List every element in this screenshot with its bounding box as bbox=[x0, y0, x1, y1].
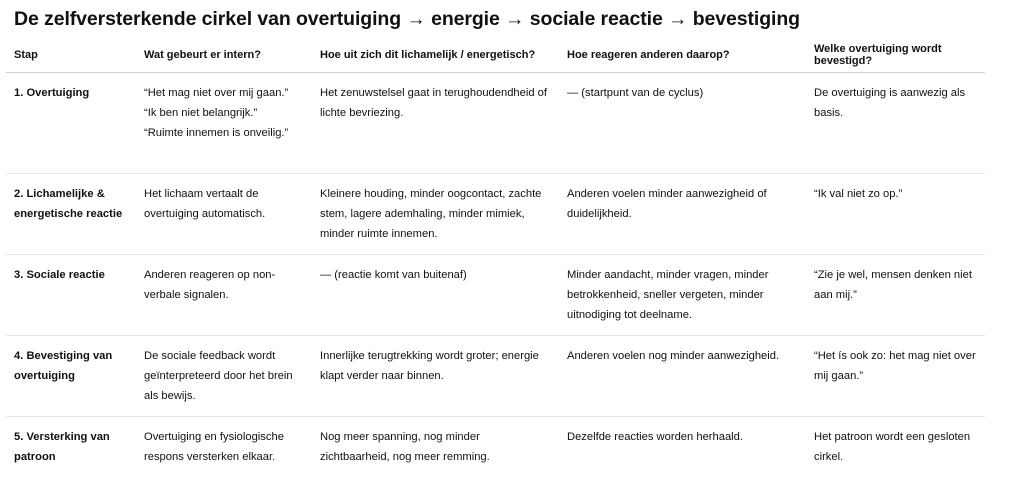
cell-lichamelijk: — (reactie komt van buitenaf) bbox=[312, 255, 559, 336]
cell-anderen: Anderen voelen minder aanwezigheid of duidelijkheid. bbox=[559, 174, 806, 255]
cell-lichamelijk: Nog meer spanning, nog minder zichtbaarheid, nog meer remming. bbox=[312, 417, 559, 483]
cell-bevestigd: “Ik val niet zo op.” bbox=[806, 174, 985, 255]
cell-anderen: — (startpunt van de cyclus) bbox=[559, 73, 806, 174]
table-row bbox=[6, 336, 985, 417]
cell-bevestigd: “Het ís ook zo: het mag niet over mij gaan.” bbox=[806, 336, 985, 417]
header-anderen: Hoe reageren anderen daarop? bbox=[559, 38, 806, 73]
cell-stap: 1. Overtuiging bbox=[6, 73, 136, 174]
cell-lichamelijk: Het zenuwstelsel gaat in terughoudendheid of lichte bevriezing. bbox=[312, 73, 559, 174]
table-row bbox=[6, 174, 985, 255]
cell-stap: 3. Sociale reactie bbox=[6, 255, 136, 336]
cell-stap: 4. Bevestiging van overtuiging bbox=[6, 336, 136, 417]
cell-intern: De sociale feedback wordt geïnterpreteerd door het brein als bewijs. bbox=[136, 336, 312, 417]
cell-bevestigd: Het patroon wordt een gesloten cirkel. bbox=[806, 417, 985, 483]
cell-stap: 5. Versterking van patroon bbox=[6, 417, 136, 483]
cell-intern-line: “Ik ben niet belangrijk.” bbox=[144, 103, 304, 123]
cell-bevestigd: De overtuiging is aanwezig als basis. bbox=[806, 73, 985, 174]
cycle-table bbox=[6, 38, 985, 483]
table-row bbox=[6, 417, 985, 483]
cell-stap: 2. Lichamelijke & energetische reactie bbox=[6, 174, 136, 255]
cell-anderen: Minder aandacht, minder vragen, minder betrokkenheid, sneller vergeten, minder uitnodiging tot deelname. bbox=[559, 255, 806, 336]
cell-intern: Het lichaam vertaalt de overtuiging automatisch. bbox=[136, 174, 312, 255]
cell-anderen: Anderen voelen nog minder aanwezigheid. bbox=[559, 336, 806, 417]
cell-lichamelijk: Innerlijke terugtrekking wordt groter; energie klapt verder naar binnen. bbox=[312, 336, 559, 417]
cell-anderen: Dezelfde reacties worden herhaald. bbox=[559, 417, 806, 483]
header-stap: Stap bbox=[6, 38, 136, 73]
page-title: De zelfversterkende cirkel van overtuiging → energie → sociale reactie → bevestiging bbox=[14, 8, 800, 31]
header-lichamelijk: Hoe uit zich dit lichamelijk / energetisch? bbox=[312, 38, 559, 73]
cell-intern-line: “Ruimte innemen is onveilig.” bbox=[144, 123, 304, 143]
cell-lichamelijk: Kleinere houding, minder oogcontact, zachte stem, lagere ademhaling, minder mimiek, minder ruimte innemen. bbox=[312, 174, 559, 255]
table-row bbox=[6, 255, 985, 336]
table-row bbox=[6, 73, 985, 174]
header-intern: Wat gebeurt er intern? bbox=[136, 38, 312, 73]
cell-intern: Anderen reageren op non-verbale signalen. bbox=[136, 255, 312, 336]
cell-bevestigd: “Zie je wel, mensen denken niet aan mij.” bbox=[806, 255, 985, 336]
header-bevestigd: Welke overtuiging wordt bevestigd? bbox=[806, 38, 985, 73]
table-header-row bbox=[6, 38, 985, 73]
cell-intern-line: “Het mag niet over mij gaan.” bbox=[144, 83, 304, 103]
cell-intern: Overtuiging en fysiologische respons versterken elkaar. bbox=[136, 417, 312, 483]
cell-intern bbox=[136, 73, 312, 174]
